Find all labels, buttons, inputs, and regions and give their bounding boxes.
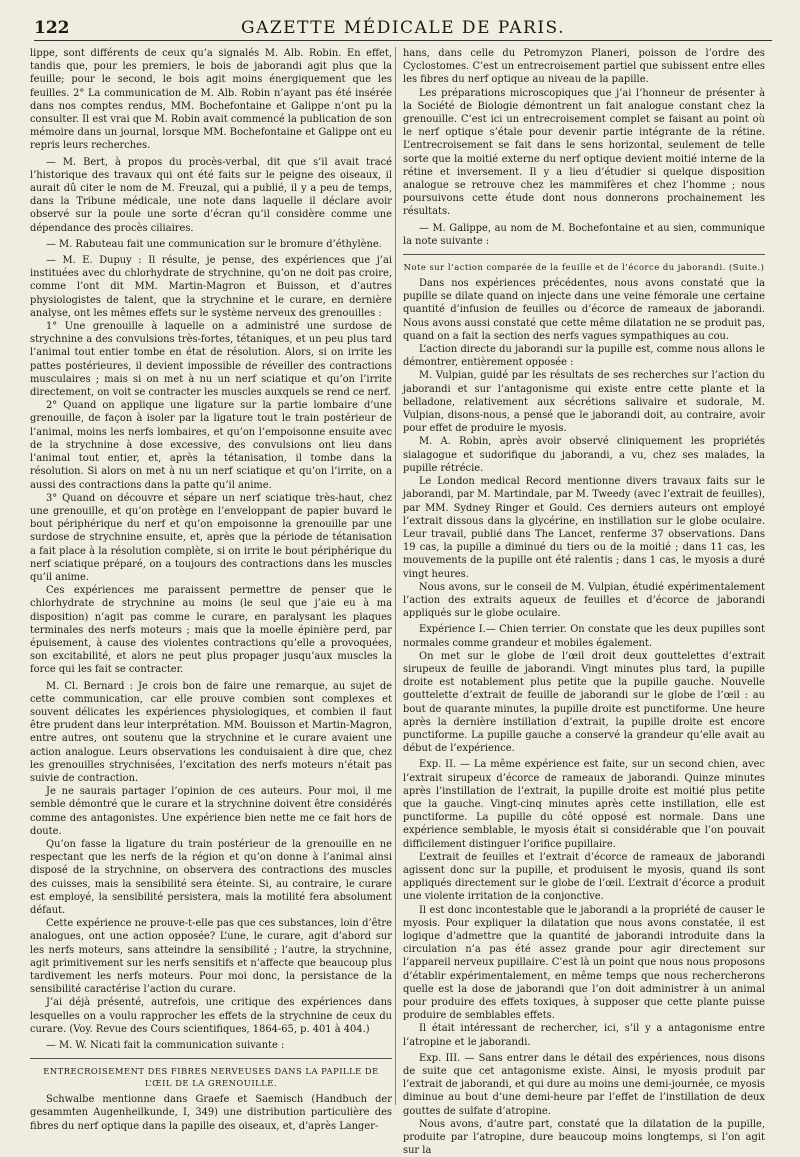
paragraph: — M. Galippe, au nom de M. Bochefontaine et au sien, communique la note suivante : [403, 222, 765, 247]
paragraph: Nous avons, sur le conseil de M. Vulpian, étudié expérimentalement l’action des extraits aqueux de feuilles et d’écorce de jaborandi appliqués sur le globe oculaire. [403, 581, 765, 620]
paragraph: — M. W. Nicati fait la communication suivante : [46, 1040, 285, 1052]
paragraph: Schwalbe mentionne dans Graefe et Saemisch (Handbuch der gesammten Augenheilkunde, I, 349) une distribution particulière des fibres du nerf optique dans la papille des oiseaux, et, d’après Langer- [30, 1094, 392, 1132]
section-heading: ENTRECROISEMENT DES FIBRES NERVEUSES DANS LA PAPILLE DE L’ŒIL DE LA GRENOUILLE. [43, 1066, 379, 1089]
paragraph: — M. E. Dupuy : Il résulte, je pense, des expériences que j’ai instituées avec du chlorhydrate de strychnine, qu’on ne doit pas croire, comme l’ont dit MM. Martin-Magron et Buisson, et d’autres physiologistes de talent, que la strychnine et le curare, en dernière analyse, ont les mêmes effets sur le système nerveux des grenouilles : [30, 255, 392, 319]
paragraph: J’ai déjà présenté, autrefois, une critique des expériences dans lesquelles on a voulu rapprocher les effets de la strychnine de ceux du curare. (Voy. Revue des Cours scientifiques, 1864-65, p. 401 à 404.) [30, 997, 392, 1035]
paragraph: L’extrait de feuilles et l’extrait d’écorce de rameaux de jaborandi agissent donc sur la pupille, et produisent le myosis, quand ils sont appliqués directement sur le globe de l’œil. L’extrait d’écorce a produit une violente irritation de la conjonctive. [403, 851, 765, 903]
journal-title: GAZETTE MÉDICALE DE PARIS. [241, 18, 565, 38]
paragraph: Expérience I.— Chien terrier. On constate que les deux pupilles sont normales comme grandeur et mobiles également. [403, 624, 765, 649]
paragraph: Exp. II. — La même expérience est faite, sur un second chien, avec l’extrait sirupeux d’écorce de rameaux de jaborandi. Quinze minutes après l’instillation de l’extrait, la pupille droite est moitié plus petite que la gauche. Vingt-cinq minutes après cette instillation, elle est punctiforme. La pupille du côté opposé est normale. Dans une expérience semblable, le myosis était si considérable que l’on pouvait difficilement distinguer l’orifice pupillaire. [403, 759, 765, 850]
paragraph: 2° Quand on applique une ligature sur la partie lombaire d’une grenouille, de façon à isoler par la ligature tout le train postérieur de l’animal, moins les nerfs lombaires, et qu’on l’empoisonne ensuite avec de la strychnine à dose excessive, des convulsions ont lieu dans l’animal tout entier, et, après la tétanisation, il tombe dans la résolution. Si alors on met à nu un nerf sciatique et qu’on l’irrite, on a aussi des contractions dans la patte qu’il anime. [30, 400, 392, 491]
paragraph: — M. Rabuteau fait une communication sur le bromure d’éthylène. [46, 238, 382, 250]
paragraph: Cette expérience ne prouve-t-elle pas que ces substances, loin d’être analogues, ont une action opposée? L’une, le curare, agit d’abord sur les nerfs moteurs, sans atteindre la sensibilité ; l’autre, la strychnine, agit primitivement sur les nerfs sensitifs et n’affecte que beaucoup plus tardivement les nerfs moteurs. Pour moi donc, la persistance de la sensibilité caractérise l’action du curare. [30, 918, 392, 996]
paragraph: Le London medical Record mentionne divers travaux faits sur le jaborandi, par M. Martindale, par M. Tweedy (avec l’extrait de feuilles), par MM. Sydney Ringer et Gould. Ces derniers auteurs ont employé l’extrait dissous dans la glycérine, en instillation sur le globe oculaire. Leur travail, publié dans The Lancet, renferme 37 observations. Dans 19 cas, la pupille a diminué du tiers ou de la moitié ; dans 11 cas, les mouvements de la pupille ont été ralentis ; dans 1 cas, le myosis a duré vingt heures. [403, 476, 765, 580]
paragraph: Il est donc incontestable que le jaborandi a la propriété de causer le myosis. Pour expliquer la dilatation que nous avons constatée, il est logique d’admettre que la quantité de jaborandi introduite dans la circulation n’a pas été assez grande pour agir directement sur l’appareil nerveux pupillaire. C’est là un point que nous nous proposons d’établir expérimentalement, en même temps que nous rechercherons quelle est la dose de jaborandi que l’on doit administrer à un animal pour produire des effets toxiques, à supposer que cette plante puisse produire de semblables effets. [403, 904, 765, 1022]
left-column [30, 47, 392, 1132]
section-heading: Note sur l’action comparée de la feuille et de l’écorce du jaborandi. (Suite.) [403, 262, 765, 273]
paragraph: L’action directe du jaborandi sur la pupille est, comme nous allons le démontrer, entièrement opposée : [403, 344, 765, 369]
paragraph: lippe, sont différents de ceux qu’a signalés M. Alb. Robin. En effet, tandis que, pour les premiers, le bois de jaborandi agit plus que la feuille; pour le second, le bois agit moins énergiquement que les feuilles. 2° La communication de M. Alb. Robin n’ayant pas été insérée dans nos comptes rendus, MM. Bochefontaine et Galippe n’ont pu la consulter. Il est vrai que M. Robin avait commencé la publication de son mémoire dans un journal, lorsque MM. Bochefontaine et Galippe ont eu repris leurs recherches. [30, 48, 392, 152]
paragraph: Ces expériences me paraissent permettre de penser que le chlorhydrate de strychnine au moins (le seul que j’aie eu à ma disposition) n’agit pas comme le curare, en paralysant les plaques terminales des nerfs moteurs ; mais que la moelle épinière perd, par épuisement, à cause des violentes contractions qu’elle a provoquées, son excitabilité, et alors ne peut plus propager jusqu’aux muscles la force qui les fait se contracter. [30, 585, 392, 676]
paragraph: Il était intéressant de rechercher, ici, s’il y a antagonisme entre l’atropine et le jaborandi. [403, 1023, 765, 1048]
paragraph: M. Cl. Bernard : Je crois bon de faire une remarque, au sujet de cette communication, car elle prouve combien sont complexes et souvent délicates les expériences physiologiques, et combien il faut être prudent dans leur interprétation. MM. Bouisson et Martin-Magron, entre autres, ont soutenu que la strychnine et le curare avaient une action analogue. Leurs observations les conduisaient à dire que, chez les grenouilles strychnisées, l’excitation des nerfs moteurs n’était pas suivie de contraction. [30, 680, 392, 784]
paragraph: hans, dans celle du Petromyzon Planeri, poisson de l’ordre des Cyclostomes. C’est un entrecroisement partiel que subissent entre elles les fibres du nerf optique au niveau de la papille. [403, 48, 765, 86]
section-rule [30, 1058, 392, 1059]
column-divider [395, 47, 396, 1105]
right-column [403, 47, 765, 1157]
paragraph: 3° Quand on découvre et sépare un nerf sciatique très-haut, chez une grenouille, et qu’on protège en l’enveloppant de papier buvard le bout périphérique du nerf et qu’on empoisonne la grenouille par une surdose de strychnine ensuite, et, après que la période de tétanisation a fait place à la résolution complète, si on irrite le bout périphérique du nerf sciatique préparé, on a toujours des contractions dans les muscles qu’il anime. [30, 492, 392, 583]
page-header [34, 16, 772, 41]
section-rule [403, 254, 765, 255]
paragraph: Qu’on fasse la ligature du train postérieur de la grenouille en ne respectant que les nerfs de la région et qu’on donne à l’animal ainsi disposé de la strychnine, on observera des contractions des muscles des cuisses, mais la sensibilité sera éteinte. Si, au contraire, le curare est employé, la sensibilité persistera, mais la motilité fera absolument défaut. [30, 838, 392, 916]
paragraph: 1° Une grenouille à laquelle on a administré une surdose de strychnine a des convulsions très-fortes, tétaniques, et un peu plus tard l’animal tout entier tombe en état de résolution. Alors, si on irrite les pattes postérieures, il devient impossible de réveiller des contractions musculaires ; mais si on met à nu un nerf sciatique et qu’on l’irrite directement, on voit se contracter les muscles auxquels se rend ce nerf. [30, 321, 392, 399]
paragraph: M. Vulpian, guidé par les résultats de ses recherches sur l’action du jaborandi et sur l’antagonisme qui existe entre cette plante et la belladone, relativement aux sécrétions salivaire et sudorale, M. Vulpian, disons-nous, a pensé que le jaborandi doit, au contraire, avoir pour effet de produire le myosis. [403, 370, 765, 435]
paragraph: Nous avons, d’autre part, constaté que la dilatation de la pupille, produite par l’atropine, dure beaucoup moins longtemps, si l’on agit sur la [403, 1118, 765, 1157]
paragraph: — M. Bert, à propos du procès-verbal, dit que s’il avait tracé l’historique des travaux qui ont été faits sur le peigne des oiseaux, il aurait dû citer le nom de M. Freuzal, qui a publié, il y a peu de temps, dans la Tribune médicale, une note dans laquelle il déclare avoir observé sur la poule une sorte d’écran qu’il considère comme une dépendance des procès ciliaires. [30, 156, 392, 234]
paragraph: Les préparations microscopiques que j’ai l’honneur de présenter à la Société de Biologie démontrent un fait analogue constant chez la grenouille. C’est ici un entrecroisement complet se faisant au point où le nerf optique s’étale pour devenir partie intégrante de la rétine. L’entrecroisement se fait dans le sens horizontal, seulement de telle sorte que la moitié externe du nerf optique devient moitié interne de la rétine et inversement. Il y a lieu d’étudier si quelque disposition analogue se retrouve chez les mammifères et chez l’homme ; nous poursuivons cette étude dont nous donnerons prochainement les résultats. [403, 87, 765, 218]
page-number: 122 [34, 18, 70, 38]
paragraph: M. A. Robin, après avoir observé cliniquement les propriétés sialagogue et sudorifique du jaborandi, a vu, chez ses malades, la pupille rétrécie. [403, 436, 765, 474]
paragraph: On met sur le globe de l’œil droit deux gouttelettes d’extrait sirupeux de feuille de jaborandi. Vingt minutes plus tard, la pupille droite est notablement plus petite que la pupille gauche. Nouvelle gouttelette d’extrait de feuille de jaborandi sur le globe de l’œil : au bout de quarante minutes, la pupille droite est punctiforme. Une heure après la dernière instillation d’extrait, la pupille droite est encore punctiforme. La pupille gauche a conservé la grandeur qu’elle avait au début de l’expérience. [403, 650, 765, 755]
paragraph: Je ne saurais partager l’opinion de ces auteurs. Pour moi, il me semble démontré que le curare et la strychnine doivent être considérés comme des antagonistes. Une expérience bien nette me ce fait hors de doute. [30, 786, 392, 837]
paragraph: Dans nos expériences précédentes, nous avons constaté que la pupille se dilate quand on injecte dans une veine fémorale une certaine quantité d’infusion de feuilles ou d’écorce de rameaux de jaborandi. Nous avons aussi constaté que cette même dilatation ne se produit pas, quand on a fait la section des nerfs vagues sympathiques au cou. [403, 278, 765, 342]
paragraph: Exp. III. — Sans entrer dans le détail des expériences, nous disons de suite que cet antagonisme existe. Ainsi, le myosis produit par l’extrait de jaborandi, et qui dure au moins une demi-journée, ce myosis diminue au bout d’une demi-heure par l’effet de l’instillation de deux gouttes de sulfate d’atropine. [403, 1052, 765, 1117]
